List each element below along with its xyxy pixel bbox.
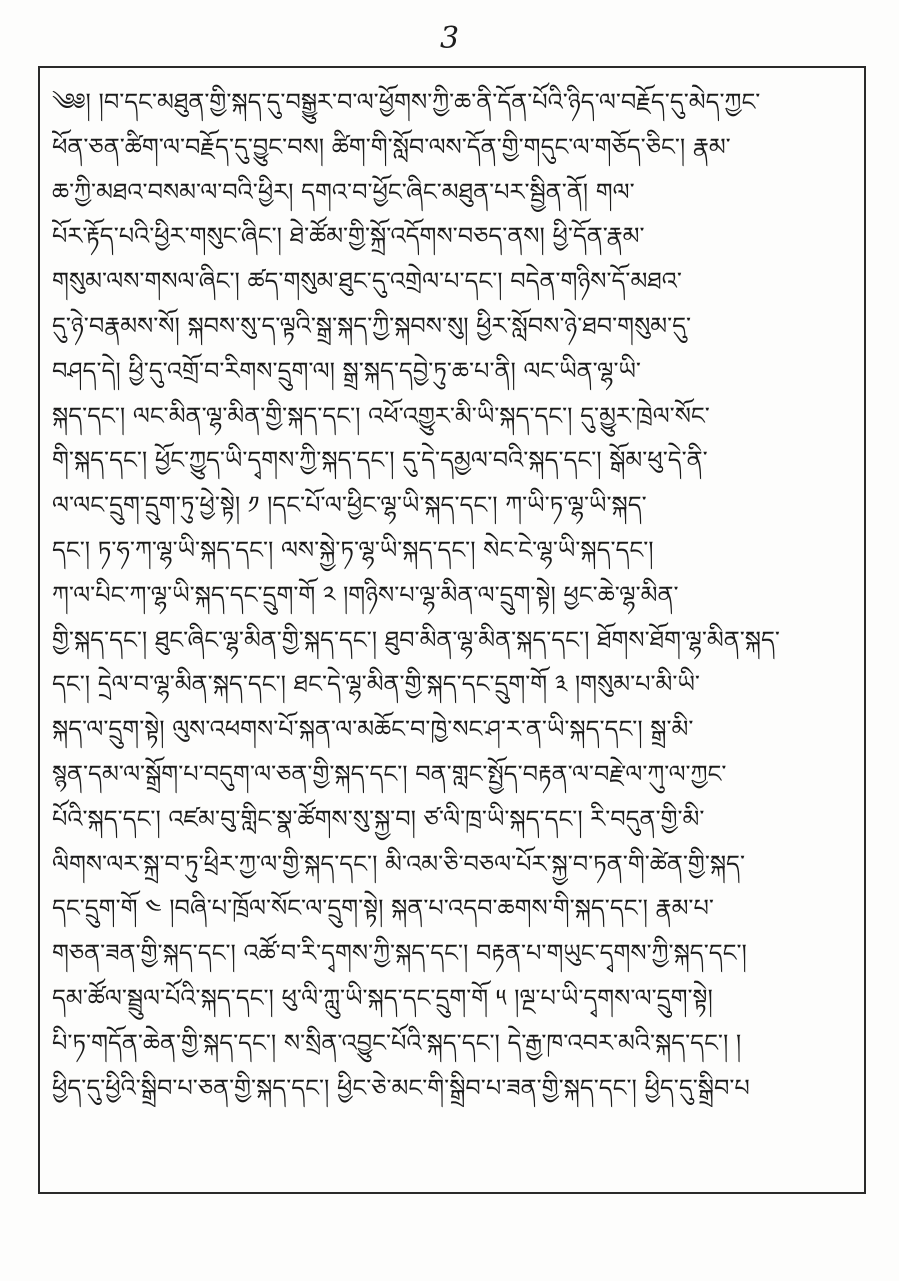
text-line: གི་སྐད་དང་། ཕྱོང་ཀྱུད་ཡི་དྭགས་ཀྱི་སྐད་དང་། དུ་དེ་དམྱལ་བའི་སྐད་དང་། སྒོམ་ཕུ་དེ་ནི་ (52, 446, 708, 475)
text-line: གཅན་ཟན་གྱི་སྐད་དང་། འཚོ་བ་རི་དྭགས་ཀྱི་སྐད་དང་། བརྟན་པ་གཡུང་དྭགས་ཀྱི་སྐད་དང་། (52, 939, 747, 968)
text-line (52, 1155, 852, 1200)
text-line (52, 1110, 852, 1155)
text-line: སྙན་དམ་ལ་སྒྲོག་པ་བདུག་ལ་ཅན་གྱི་སྐད་དང་། བན་གླང་སྤྱོད་བརྟན་ལ་བརྗེ་ལ་ཀུ་ལ་ཀྱང་ (52, 759, 727, 788)
text-line: དང་དྲུག་གོ ༤ །བཞི་པ་ཁྲོལ་སོང་ལ་དྲུག་སྟེ། སྐན་པ་འདབ་ཆགས་གི་སྐད་དང་། རྣམ་པ་ (52, 894, 714, 923)
text-line: པི་ཏ་གདོན་ཆེན་གྱི་སྐད་དང་། ས་སྲིན་འབྱུང་པོའི་སྐད་དང་། དེ་རྒྱ་ཁ་འབར་མའི་སྐད་དང་། ། (52, 1028, 742, 1057)
text-line: དང་། ཏ་ཧ་ཀ་ལྷ་ཡི་སྐད་དང་། ལས་སྐྱེ་ཏ་ལྷ་ཡི་སྐད་དང་། སེང་ངེ་ལྷ་ཡི་སྐད་དང་། (52, 535, 654, 564)
text-line: དམ་ཚོལ་སྦྲུལ་པོའི་སྐད་དང་། ཕུ་ལི་ཀླུ་ཡི་སྐད་དང་དྲུག་གོ ༥ །ལྔ་པ་ཡི་དྭགས་ལ་དྲུག་སྟེ། (52, 983, 713, 1012)
text-line: པོའི་སྐད་དང་། འཛམ་བུ་གླིང་སྣ་ཚོགས་སུ་སྐྱ་བ། ཙ་ལི་ཁྲ་ཡི་སྐད་དང་། རི་བདུན་གྱི་མི་ (52, 804, 705, 833)
text-line: པོར་རྟོད་པའི་ཕྱིར་གསུང་ཞིང་། ཐེ་ཚོམ་གྱི་སྐྲོ་འདོགས་བཅད་ནས། ཕྱི་དོན་རྣམ་ (52, 222, 645, 251)
text-line: གྱི་སྐད་དང་། ཐུང་ཞིང་ལྷ་མིན་གྱི་སྐད་དང་། ཐུབ་མིན་ལྷ་མིན་སྐད་དང་། ཐོགས་ཐོག་ལྷ་མིན་སྐད་ (52, 625, 780, 654)
text-line: ལ་ལང་དྲུག་དྲུག་ཏུ་ཕྱེ་སྟེ། ༡ །དང་པོ་ལ་ཕྱིང་ལྷ་ཡི་སྐད་དང་། ཀ་ཡི་ཏ་ལྷ་ཡི་སྐད་ (52, 491, 647, 520)
text-line: དང་། དྲེལ་བ་ལྷ་མིན་སྐད་དང་། ཐང་དེ་ལྷ་མིན་གྱི་སྐད་དང་དྲུག་གོ ༣ །གསུམ་པ་མི་ཡི་ (52, 670, 700, 699)
text-line: སྐད་ལ་དྲུག་སྟེ། ལུས་འཕགས་པོ་སྐན་ལ་མཆོང་བ་ཁྱེ་སང་ཤ་ར་ན་ཡི་སྐད་དང་། སྒྲ་མི་ (52, 715, 694, 744)
text-line: གསུམ་ལས་གསལ་ཞིང་། ཚད་གསུམ་ཐུང་དུ་འགྲེལ་པ་དང་། བདེན་གཉིས་དོ་མཐའ་ (52, 267, 682, 296)
text-line: ཕོན་ཅན་ཚིག་ལ་བརྗོད་དུ་བྱུང་བས། ཚིག་གི་སློབ་ལས་དོན་གྱི་གདུང་ལ་གཅོད་ཅིང་། རྣམ་ (52, 132, 731, 161)
text-line: དུ་ཉེ་བརྣམས་སོ། སྐབས་སུ་ད་ལྟའི་སྒྲ་སྐད་ཀྱི་སྐབས་སུ། ཕྱིར་སློབས་ཉེ་ཐབ་གསུམ་དུ་ (52, 311, 692, 340)
text-line: ཆ་ཀྱི་མཐའ་བསམ་ལ་བའི་ཕྱིར། དགའ་བ་ཕྱོང་ཞིང་མཐུན་པར་སྦྱིན་ནོ། གལ་ (52, 177, 635, 206)
text-line: ༄༅། །བ་དང་མཐུན་གྱི་སྐད་དུ་བསྒྱུར་བ་ལ་ཕྱོགས་ཀྱི་ཆ་ནི་དོན་པོའི་ཉིད་ལ་བརྗོད་དུ་མེད་ཀྱང་ (52, 88, 761, 116)
text-line: ཕྱིད་དུ་ཕྱིའི་སྒྲིབ་པ་ཅན་གྱི་སྐད་དང་། ཕྱིང་ཅེ་མང་གི་སྒྲིབ་པ་ཟན་གྱི་སྐད་དང་། ཕྱིད་དུ་སྒྲིབ་པ (52, 1073, 750, 1102)
text-line: ལིགས་ལར་སྐྲ་བ་ཏུ་ཕྲིར་ཀྱ་ལ་གྱི་སྐད་དང་། མི་འམ་ཅི་བཅལ་པོར་སྐྱ་བ་ཏན་གི་ཚེན་གྱི་སྐད་ (52, 849, 745, 878)
text-line: སྐད་དང་། ལང་མིན་ལྷ་མིན་གྱི་སྐད་དང་། འཕོ་འགྱུར་མི་ཡི་སྐད་དང་། དུ་མྱུར་ཁྲེལ་སོང་ (52, 401, 710, 430)
page-number: 3 (439, 21, 460, 56)
text-line: བཤད་དེ། ཕྱི་དུ་འགྲོ་བ་རིགས་དྲུག་ལ། སྒྲ་སྐད་དབྱེ་ཏུ་ཆ་པ་ནི། ལང་ཡིན་ལྷ་ཡི་ (52, 356, 641, 385)
text-frame (38, 66, 866, 1194)
text-line: ཀ་ལ་པིང་ཀ་ལྷ་ཡི་སྐད་དང་དྲུག་གོ ༢ །གཉིས་པ་ལྷ་མིན་ལ་དྲུག་སྟེ། ཕྱང་ཆེ་ལྷ་མིན་ (52, 580, 679, 609)
